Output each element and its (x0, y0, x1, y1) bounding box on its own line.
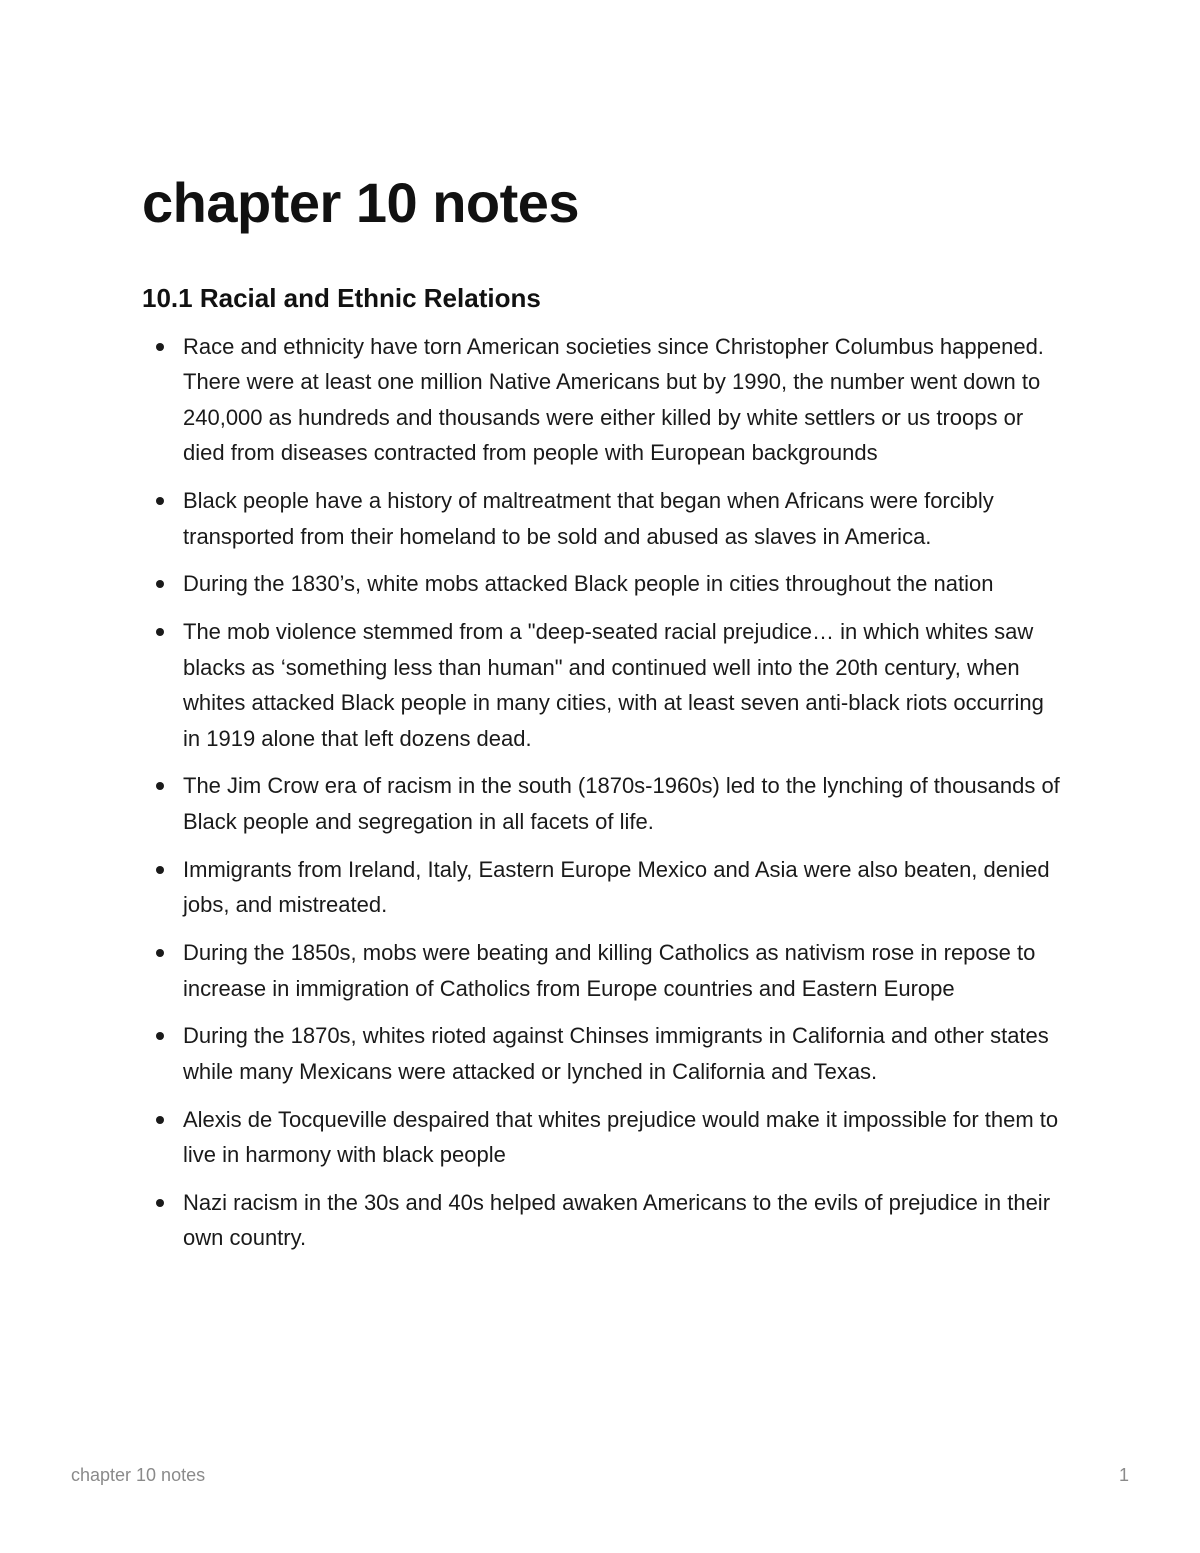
note-item (142, 614, 1062, 756)
note-text: The mob violence stemmed from a "deep-seated racial prejudice… in which whites saw blacks as ‘something less than human" and continued well into the 20th century, when whites attacked Black people in many cities, with at least seven anti-black riots occurring in 1919 alone that left dozens dead. (183, 619, 1044, 751)
bullet-icon (156, 1116, 164, 1124)
note-text: Alexis de Tocqueville despaired that whites prejudice would make it impossible for them to live in harmony with black people (183, 1106, 1059, 1168)
page-title: chapter 10 notes (142, 171, 580, 234)
bullet-icon (156, 782, 164, 790)
bullet-icon (156, 866, 164, 874)
bullet-icon (156, 1032, 164, 1040)
note-text: Race and ethnicity have torn American societies since Christopher Columbus happened. There were at least one million Native Americans but by 1990, the number went down to 240,000 as hundreds and thousands were either killed by white settlers or us troops or died from diseases contracted from people with European backgrounds (183, 334, 1044, 466)
bullet-icon (156, 628, 164, 636)
note-item (142, 329, 1062, 471)
note-item (142, 483, 1062, 554)
note-text: Black people have a history of maltreatment that began when Africans were forcibly transported from their homeland to be sold and abused as slaves in America. (183, 488, 994, 549)
note-text: The Jim Crow era of racism in the south (1870s-1960s) led to the lynching of thousands of Black people and segregation in all facets of life. (183, 773, 1060, 834)
notes-list (142, 329, 1062, 1268)
note-text: During the 1850s, mobs were beating and killing Catholics as nativism rose in repose to increase in immigration of Catholics from Europe countries and Eastern Europe (183, 940, 1036, 1001)
bullet-icon (156, 497, 164, 505)
bullet-icon (156, 949, 164, 957)
page-footer (71, 1465, 1129, 1489)
note-item (142, 566, 1062, 601)
note-text: Nazi racism in the 30s and 40s helped awaken Americans to the evils of prejudice in their own country. (183, 1190, 1051, 1251)
note-text: During the 1830’s, white mobs attacked Black people in cities throughout the nation (183, 571, 994, 597)
note-text: Immigrants from Ireland, Italy, Eastern Europe Mexico and Asia were also beaten, denied jobs, and mistreated. (183, 856, 1050, 918)
note-item (142, 1018, 1062, 1089)
note-item (142, 935, 1062, 1006)
page-number: 1 (1118, 1465, 1129, 1485)
note-item (142, 1185, 1062, 1256)
note-item (142, 852, 1062, 923)
bullet-icon (156, 1199, 164, 1207)
section-heading: 10.1 Racial and Ethnic Relations (142, 283, 541, 313)
bullet-icon (156, 343, 164, 351)
note-text: During the 1870s, whites rioted against Chinses immigrants in California and other states while many Mexicans were attacked or lynched in California and Texas. (183, 1023, 1049, 1084)
note-item (142, 768, 1062, 839)
footer-title: chapter 10 notes (71, 1465, 206, 1485)
bullet-icon (156, 580, 164, 588)
note-item (142, 1102, 1062, 1173)
